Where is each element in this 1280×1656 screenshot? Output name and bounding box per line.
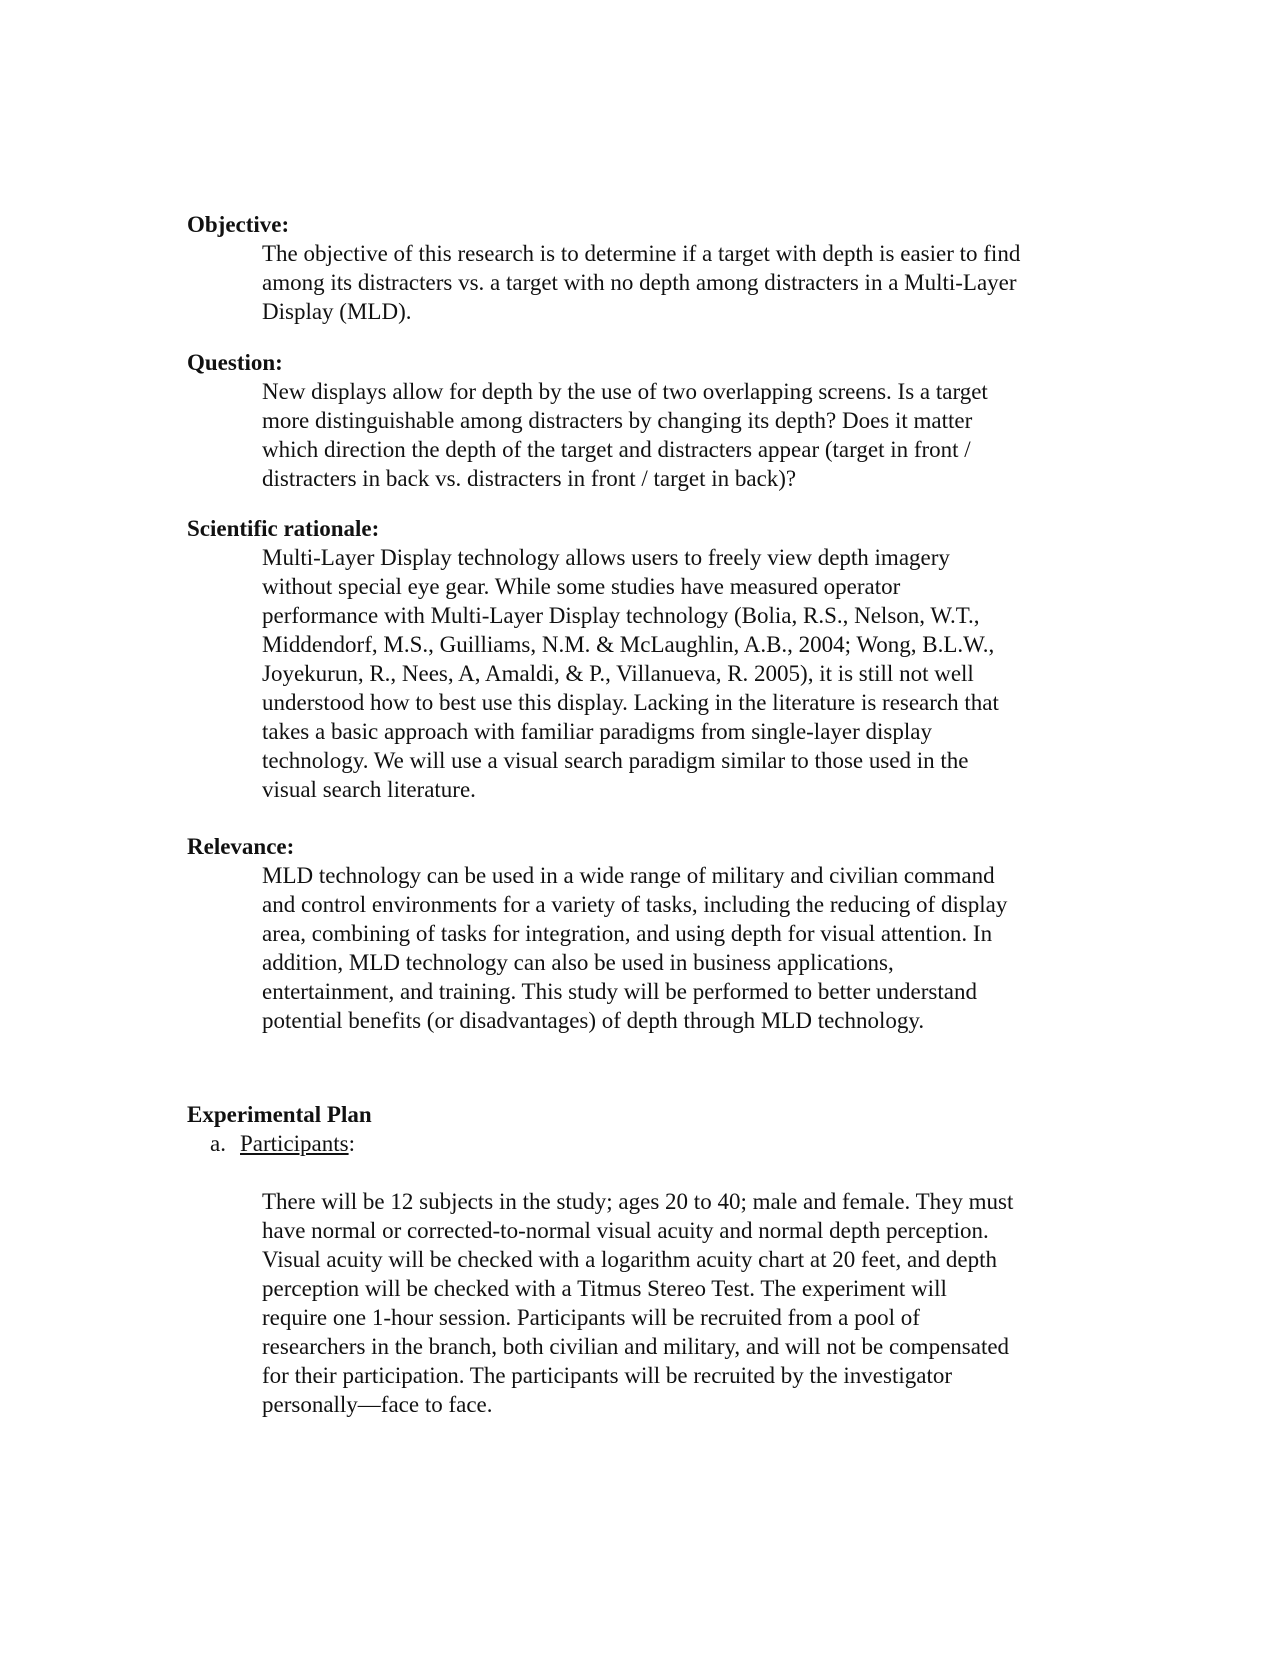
text-line: more distinguishable among distracters by changing its depth? Does it matter bbox=[262, 408, 973, 433]
text-line: performance with Multi-Layer Display technology (Bolia, R.S., Nelson, W.T., bbox=[262, 603, 980, 628]
text-line: without special eye gear. While some studies have measured operator bbox=[262, 574, 901, 599]
text-line: personally—face to face. bbox=[262, 1392, 493, 1417]
text-line: have normal or corrected-to-normal visual acuity and normal depth perception. bbox=[262, 1218, 989, 1243]
text-line: understood how to best use this display. Lacking in the literature is research that bbox=[262, 690, 999, 715]
section-body bbox=[262, 543, 1107, 804]
text-line: area, combining of tasks for integration, and using depth for visual attention. In bbox=[262, 921, 993, 946]
text-line: technology. We will use a visual search paradigm similar to those used in the bbox=[262, 748, 969, 773]
text-line: among its distracters vs. a target with no depth among distracters in a Multi-Layer bbox=[262, 270, 1017, 295]
section-rationale bbox=[187, 514, 1087, 804]
text-line: The objective of this research is to determine if a target with depth is easier to find bbox=[262, 241, 1021, 266]
section-experimental-plan bbox=[187, 1100, 1087, 1419]
section-heading: Experimental Plan bbox=[187, 1102, 372, 1127]
label-colon: : bbox=[348, 1131, 355, 1156]
text-line: visual search literature. bbox=[262, 777, 476, 802]
section-heading: Relevance: bbox=[187, 834, 295, 859]
text-line: Display (MLD). bbox=[262, 299, 412, 324]
text-line: and control environments for a variety of tasks, including the reducing of display bbox=[262, 892, 1008, 917]
section-body bbox=[262, 239, 1107, 326]
text-line: There will be 12 subjects in the study; ages 20 to 40; male and female. They must bbox=[262, 1189, 1014, 1214]
section-heading: Question: bbox=[187, 350, 283, 375]
section-relevance bbox=[187, 832, 1087, 1035]
text-line: New displays allow for depth by the use of two overlapping screens. Is a target bbox=[262, 379, 988, 404]
text-line: addition, MLD technology can also be used in business applications, bbox=[262, 950, 894, 975]
list-marker: a. bbox=[210, 1131, 226, 1156]
section-body bbox=[262, 1187, 1107, 1419]
text-line: which direction the depth of the target and distracters appear (target in front / bbox=[262, 437, 971, 462]
text-line: Visual acuity will be checked with a logarithm acuity chart at 20 feet, and depth bbox=[262, 1247, 998, 1272]
list-item-participants bbox=[187, 1129, 1087, 1158]
text-line: Joyekurun, R., Nees, A, Amaldi, & P., Villanueva, R. 2005), it is still not well bbox=[262, 661, 974, 686]
participants-label: Participants bbox=[240, 1131, 349, 1156]
text-line: distracters in back vs. distracters in front / target in back)? bbox=[262, 466, 797, 491]
section-body bbox=[262, 861, 1107, 1035]
text-line: perception will be checked with a Titmus Stereo Test. The experiment will bbox=[262, 1276, 947, 1301]
text-line: for their participation. The participants will be recruited by the investigator bbox=[262, 1363, 952, 1388]
text-line: Middendorf, M.S., Guilliams, N.M. & McLaughlin, A.B., 2004; Wong, B.L.W., bbox=[262, 632, 995, 657]
text-line: MLD technology can be used in a wide range of military and civilian command bbox=[262, 863, 995, 888]
section-heading: Objective: bbox=[187, 212, 290, 237]
text-line: takes a basic approach with familiar paradigms from single-layer display bbox=[262, 719, 932, 744]
section-body bbox=[262, 377, 1107, 493]
text-line: entertainment, and training. This study will be performed to better understand bbox=[262, 979, 977, 1004]
section-objective bbox=[187, 210, 1087, 326]
section-heading: Scientific rationale: bbox=[187, 516, 380, 541]
text-line: potential benefits (or disadvantages) of depth through MLD technology. bbox=[262, 1008, 925, 1033]
text-line: Multi-Layer Display technology allows users to freely view depth imagery bbox=[262, 545, 950, 570]
text-line: researchers in the branch, both civilian and military, and will not be compensated bbox=[262, 1334, 1010, 1359]
section-question bbox=[187, 348, 1087, 493]
text-line: require one 1-hour session. Participants will be recruited from a pool of bbox=[262, 1305, 920, 1330]
